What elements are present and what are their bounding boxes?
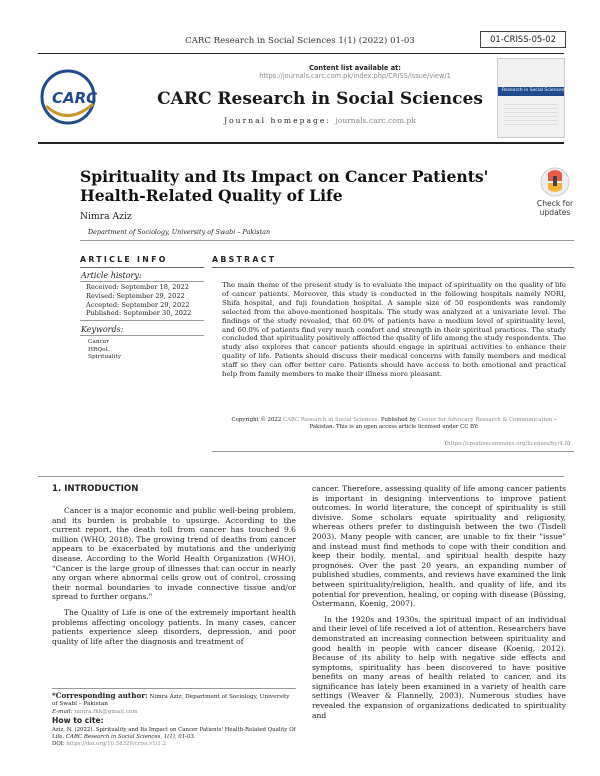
cover-title: Research in Social Sciences [502, 88, 565, 93]
paragraph: Cancer is a major economic and public well-being problem, and its burden is probable to upsurge. According to the current report, the death toll from cancer has touched 9.6 million (WHO, 2018). The growing trend of deaths from cancer appears to be exacerbated by mutations and the underlying disease. According to the World Health Organization (WHO), "Cancer is the large group of illnesses that can occur in nearly any organ where abnormal cells grow out of control, crossing their normal boundaries to invade connective tissue and/or spread to further organs." [52, 506, 296, 602]
section-divider [38, 476, 564, 477]
check-for-updates-badge[interactable] [530, 167, 580, 221]
corresponding-text: Nimra Aziz, Department of Sociology, University of Swabi – Pakistan [52, 694, 290, 708]
journal-logo [38, 66, 118, 128]
history-label: Article history: [81, 271, 142, 280]
corresponding-label: *Corresponding author: [52, 691, 148, 700]
paragraph: In the 1920s and 1930s, the spiritual impact of an individual and their level of life received a lot of attention. Researchers have demonstrated an increasing connection between spirituality and good health in people with cancer disease (Koenig, 2012). Because of its ability to help with negative side effects and symptoms, spirituality has been discovered to have positive benefits on many areas of health related to cancer, and its significance has lately been examined in a variety of health care settings (Weaver & Flannelly, 2003). Numerous studies have revealed the expansion of organizations dedicated to spirituality and [312, 614, 566, 720]
footnote-divider [52, 688, 296, 689]
history-revised: Revised: September 29, 2022 [86, 291, 185, 300]
email-label: E-mail: [52, 708, 73, 715]
paragraph: The Quality of Life is one of the extremely important health problems affecting oncology patients. In many cases, cancer patients experience sleep disorders, depression, and poor quality of life after the diagnosis and treatment of [52, 607, 296, 646]
history-accepted: Accepted: September 29, 2022 [86, 300, 190, 309]
content-list-label: Content list available at: [309, 64, 401, 72]
history-published: Published: September 30, 2022 [86, 309, 192, 318]
keyword-item: Cancer [88, 339, 110, 345]
left-column-text [52, 506, 296, 652]
affiliation-divider [80, 240, 574, 241]
keyword-item: HRQoL [88, 346, 110, 353]
homepage-label: Journal homepage: [224, 116, 331, 125]
keywords-divider [80, 335, 204, 336]
journal-title: CARC Research in Social Sciences [157, 89, 483, 109]
running-head: CARC Research in Social Sciences 1(1) (2022) 01-03 [185, 36, 415, 46]
article-info-divider [80, 267, 204, 268]
article-info-heading: ARTICLE INFO [80, 255, 168, 264]
author-name: Nimra Aziz [80, 211, 132, 222]
copyright-notice: Copyright © 2022 CARC Research in Social Sciences. Published by Center for Advocacy Research & Communication – Pakistan. This is an open access article licensed under CC BY: [231, 417, 557, 431]
history-divider [80, 281, 204, 282]
journal-cover-thumbnail [497, 58, 565, 138]
history-received: Received: September 18, 2022 [86, 283, 189, 291]
abstract-bottom-divider [212, 451, 574, 452]
keywords-list [88, 339, 121, 362]
license-url[interactable]: https://creativecommons.org/licenses/by/4.0 [446, 441, 568, 447]
paragraph: cancer. Therefore, assessing quality of life among cancer patients is important in designing interventions to improve patient outcomes. In world literature, the concept of spirituality is still divisive. Some scholars equate spirituality and religiosity, whereas others prefer to distinguish between the two (Tisdell 2003). Many people with cancer, are unable to fix their "issue" and instead must find methods to cope with their condition and keep their bodily, mental, and spiritual health despite hazy prognoses. Over the past 20 years, an expanding number of published studies, comments, and reviews have examined the link between spirituality/religion, health, and quality of life, and its potential for prevention, healing, or coping with disease (Büssing, Ostermann, Koenig, 2007). [312, 484, 566, 609]
abstract-heading: ABSTRACT [212, 255, 277, 264]
keywords-label: Keywords: [81, 325, 124, 334]
citation-text: Aziz, N. (2022). Spirituality and Its Impact on Cancer Patients' Health-Related Quality Of Life. CARC Research in Social Sciences, 1(1), 01-03. DOI: https://doi.org/10.58329/criss.v1i1.2 [52, 727, 296, 748]
corresponding-author-note [52, 692, 296, 716]
header-divider [38, 53, 564, 54]
keyword-item: Spirituality [88, 354, 121, 361]
journal-homepage [150, 116, 490, 125]
introduction-heading: 1. INTRODUCTION [52, 484, 139, 494]
logo-text: CARC [52, 89, 98, 107]
article-code: 01-CRISS-05-02 [480, 31, 566, 48]
article-title: Spirituality and Its Impact on Cancer Patients' Health-Related Quality of Life [80, 167, 489, 205]
keywords-top-divider [80, 320, 204, 321]
content-list-url[interactable]: https://journals.carc.com.pk/index.php/CRISS/issue/view/1 [259, 72, 451, 80]
history-list [86, 283, 191, 318]
email-address[interactable]: nimra.fkk@gmail.com [74, 708, 138, 715]
license-link[interactable]: (https://creativecommons.org/licenses/by/4.0) [444, 441, 570, 447]
check-updates-icon [540, 167, 570, 197]
header-thick-divider [38, 142, 564, 144]
homepage-url[interactable]: journals.carc.com.pk [335, 116, 416, 125]
check-updates-label: Check for updates [536, 199, 574, 217]
right-column-text [312, 484, 566, 726]
abstract-text: The main theme of the present study is to evaluate the impact of spirituality on the quality of life of cancer patients. Moreover, this study is conducted in the following hospitals namely NORI, Shifa hospital, and fuji foundation hospital. A sample size of 50 respondents was randomly selected from the above-mentioned hospitals. The study was analyzed at a univariate level. The findings of the study revealed, that 60.0% of patients have a medium level of spirituality level, and 60.0% of patients find very much comfort and strength in their spiritual practices. The study concluded that spirituality positively affected the quality of life among the study respondents. The study also explores that cancer patients should engage in spiritual activities to enhance their quality of life. Patients should discuss their medical concerns with family members and medical staff so they can offer better care. Patients should have access to both emotional and practical help from family members to make their illness more pleasant. [222, 281, 566, 379]
doi-link[interactable]: https://doi.org/10.58329/criss.v1i1.2 [66, 741, 166, 748]
how-to-cite-label: How to cite: [52, 716, 104, 725]
author-affiliation: Department of Sociology, University of Swabi – Pakistan [88, 228, 271, 236]
abstract-divider [212, 267, 574, 268]
